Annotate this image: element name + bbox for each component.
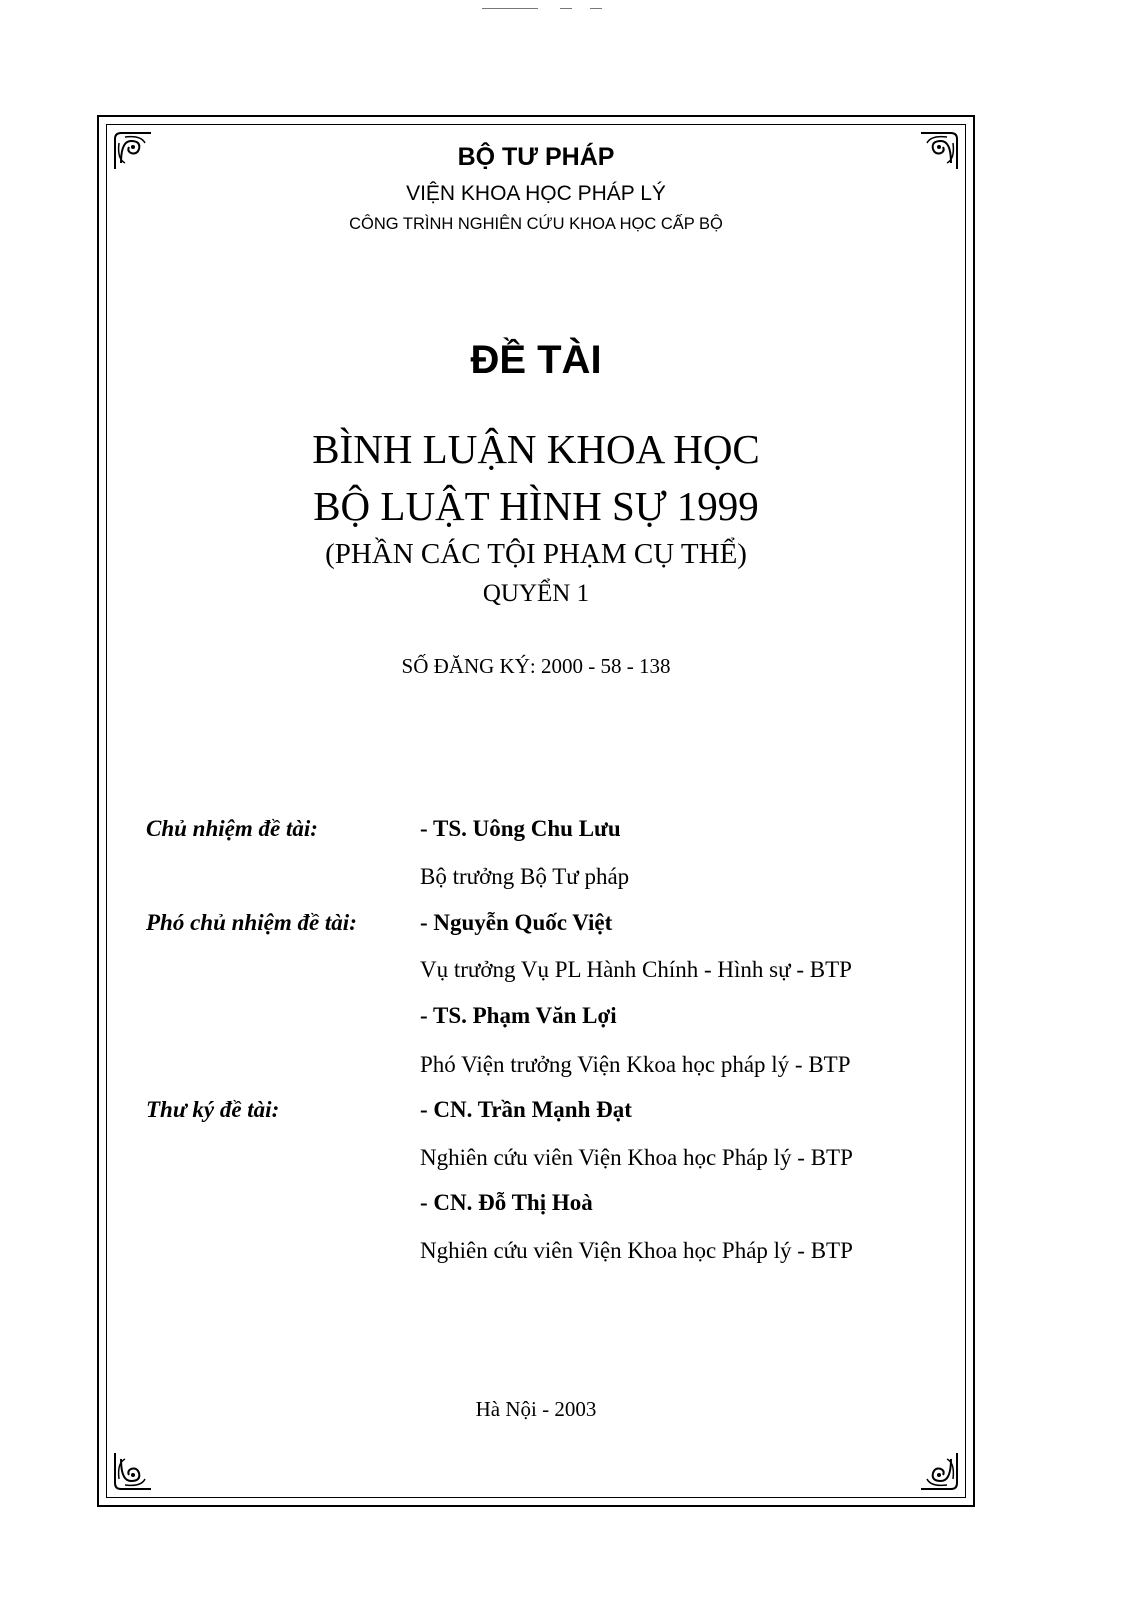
secretary-2-position: Nghiên cứu viên Viện Khoa học Pháp lý - BTP: [420, 1238, 853, 1263]
scan-artifact: [482, 8, 538, 9]
chair-position: Bộ trưởng Bộ Tư pháp: [420, 864, 630, 889]
decorative-border: [97, 115, 975, 1507]
vice-chair-2-position: Phó Viện trưởng Viện Kkoa học pháp lý - BTP: [420, 1052, 851, 1077]
inner-border: [106, 124, 966, 1498]
subtitle: (PHẦN CÁC TỘI PHẠM CỤ THỂ): [325, 538, 747, 570]
secretary-1-position: Nghiên cứu viên Viện Khoa học Pháp lý - BTP: [420, 1145, 853, 1170]
vice-chair-role-label: Phó chủ nhiệm đề tài:: [146, 910, 357, 935]
chair-name: - TS. Uông Chu Lưu: [420, 816, 621, 841]
secretary-role-label: Thư ký đề tài:: [146, 1097, 280, 1122]
secretary-2-name: - CN. Đỗ Thị Hoà: [420, 1190, 593, 1215]
registration-number: SỐ ĐĂNG KÝ: 2000 - 58 - 138: [401, 654, 671, 678]
place-and-year: Hà Nội - 2003: [475, 1397, 597, 1421]
volume-label: QUYỂN 1: [482, 580, 590, 607]
chair-role-label: Chủ nhiệm đề tài:: [146, 816, 318, 841]
vice-chair-1-name: - Nguyễn Quốc Việt: [420, 910, 613, 935]
corner-ornament-icon: [917, 1449, 961, 1493]
corner-ornament-icon: [111, 1449, 155, 1493]
title-line-1: BÌNH LUẬN KHOA HỌC: [312, 426, 760, 472]
topic-label: ĐỀ TÀI: [470, 338, 602, 382]
vice-chair-1-position: Vụ trưởng Vụ PL Hành Chính - Hình sự - BTP: [420, 957, 852, 982]
vice-chair-2-name: - TS. Phạm Văn Lợi: [420, 1003, 617, 1028]
project-type: CÔNG TRÌNH NGHIÊN CỨU KHOA HỌC CẤP BỘ: [349, 215, 723, 233]
title-line-2: BỘ LUẬT HÌNH SỰ 1999: [313, 483, 759, 529]
scan-artifact: [560, 8, 572, 9]
ministry-name: BỘ TƯ PHÁP: [457, 143, 615, 171]
secretary-1-name: - CN. Trần Mạnh Đạt: [420, 1097, 632, 1122]
institute-name: VIỆN KHOA HỌC PHÁP LÝ: [406, 182, 666, 205]
scan-artifact: [590, 8, 602, 9]
